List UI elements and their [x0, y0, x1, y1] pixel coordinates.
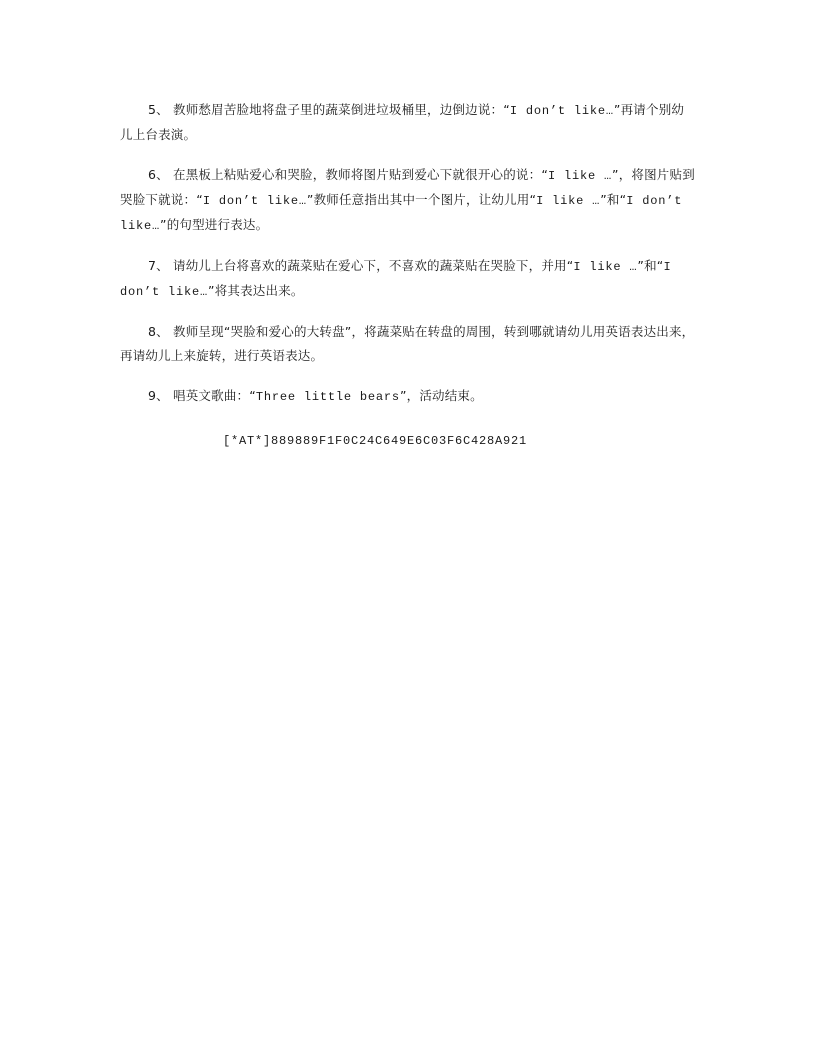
english-phrase: I don’t like…: [202, 194, 307, 208]
paragraph-step-7: [120, 254, 696, 304]
text-segment: 8、 教师呈现“哭脸和爱心的大转盘”，将蔬菜贴在转盘的周围，转到哪就请幼儿用英语表达出来，再请幼儿上来旋转，进行英语表达。: [120, 324, 695, 363]
text-segment: ”教师任意指出其中一个图片，让幼儿用“: [306, 192, 537, 207]
text-segment: ”，将图片贴到哭脸下就说：“: [120, 167, 695, 207]
text-segment: ”和“: [600, 192, 627, 207]
document-body: [120, 98, 696, 425]
text-segment: ”再请个别幼儿上台表演。: [120, 102, 685, 142]
text-segment: ”将其表达出来。: [208, 283, 304, 298]
english-phrase: I like …: [573, 260, 638, 274]
text-segment: 6、 在黑板上粘贴爱心和哭脸，教师将图片贴到爱心下就很开心的说：“: [148, 167, 549, 182]
english-phrase: I don’t like…: [120, 194, 683, 233]
english-phrase: Three little bears: [255, 390, 400, 404]
paragraph-step-6: [120, 163, 696, 238]
text-segment: 7、 请幼儿上台将喜欢的蔬菜贴在爱心下，不喜欢的蔬菜贴在哭脸下，并用“: [148, 258, 574, 273]
text-segment: 5、 教师愁眉苦脸地将盘子里的蔬菜倒进垃圾桶里，边倒边说：“: [148, 102, 510, 117]
paragraph-step-5: [120, 98, 696, 147]
english-phrase: I like …: [536, 194, 601, 208]
text-segment: 9、 唱英文歌曲：“: [148, 388, 256, 403]
text-segment: ”，活动结束。: [399, 388, 483, 403]
english-phrase: I don’t like…: [509, 104, 614, 118]
text-segment: ”的句型进行表达。: [160, 217, 269, 232]
paragraph-step-8: [120, 320, 696, 368]
document-marker-code: [*AT*]889889F1F0C24C649E6C03F6C428A921: [223, 434, 528, 448]
english-phrase: I like …: [548, 169, 613, 183]
paragraph-step-9: [120, 384, 696, 409]
text-segment: ”和“: [637, 258, 664, 273]
english-phrase: I don’t like…: [120, 260, 672, 299]
